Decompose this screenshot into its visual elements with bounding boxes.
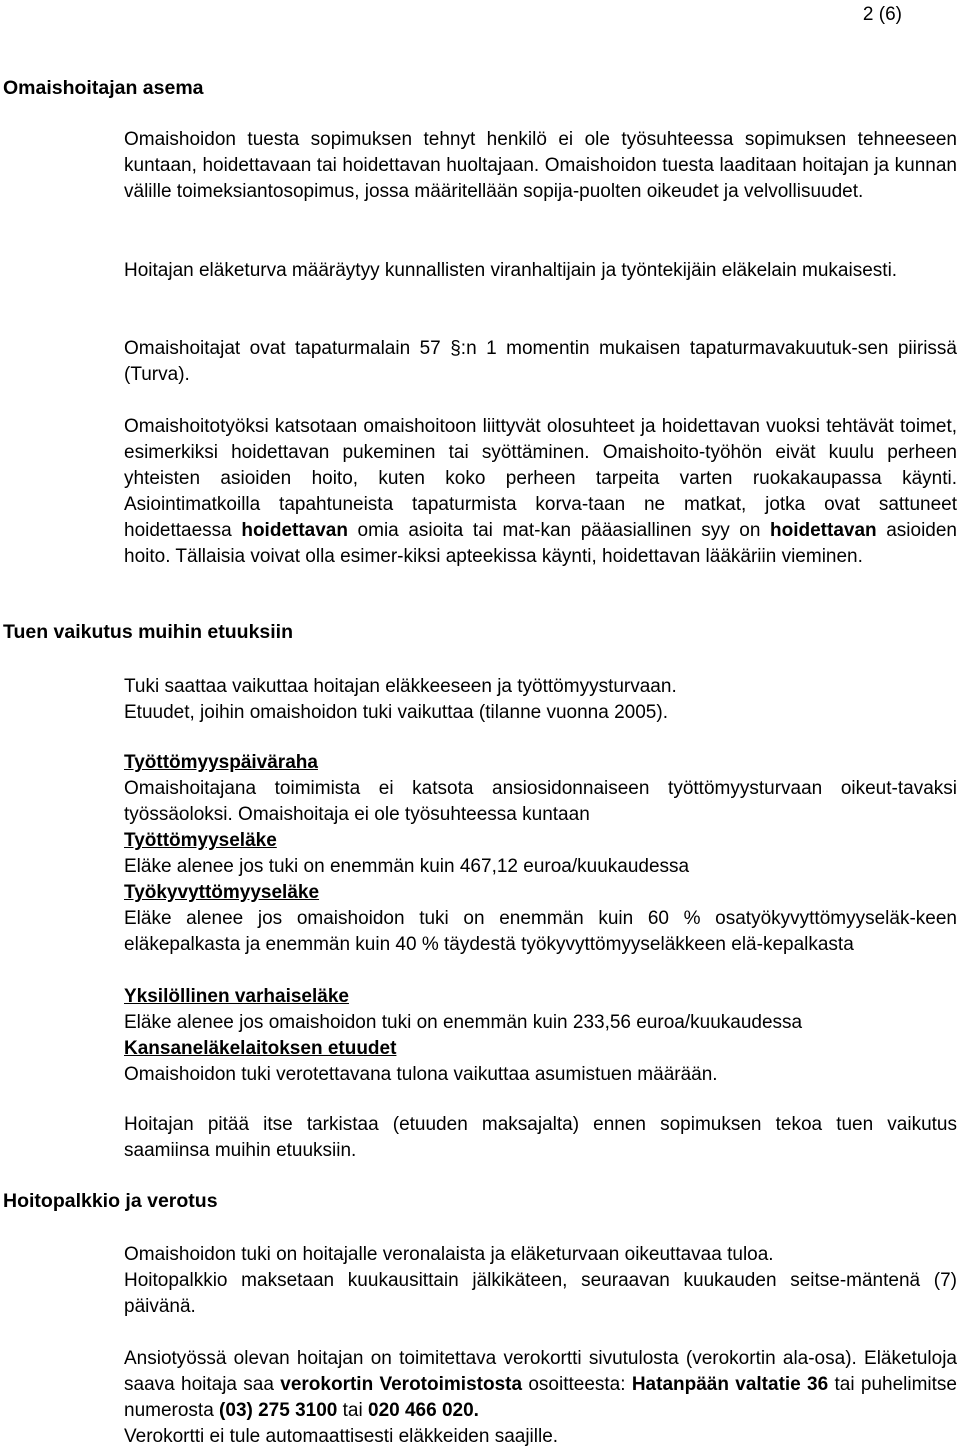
benefit-title: Työttömyyspäiväraha	[124, 752, 318, 773]
benefit-item-tyottomyyselake: Työttömyyseläke Eläke alenee jos tuki on enemmän kuin 467,12 euroa/kuukaudessa	[124, 830, 690, 877]
benefit-title: Työttömyyseläke	[124, 830, 277, 851]
heading-tuen-vaikutus: Tuen vaikutus muihin etuuksiin	[3, 621, 294, 643]
phone-number-1: (03) 275 3100	[219, 1400, 338, 1421]
page-number: 2 (6)	[862, 4, 902, 25]
benefit-item-tyokyvyttomyyselake: Työkyvyttömyyseläke Eläke alenee jos omaishoidon tuki on enemmän kuin 60 % osatyökyvyttömyyseläk-keen eläkepalkasta ja enemmän kuin 40 % täydestä työkyvyttömyyseläkkeen elä-kepalkasta	[124, 882, 957, 955]
paragraph-sopimus: Omaishoidon tuesta sopimuksen tehnyt henkilö ei ole työsuhteessa sopimuksen tehneeseen kuntaan, hoidettavaan tai hoidettavan huoltajaan. Omaishoidon tuesta laaditaan hoitajan ja kunnan välille toimeksiantosopimus, jossa määritellään sopija-puolten oikeudet ja velvollisuudet.	[124, 129, 957, 202]
paragraph-elaketurva: Hoitajan eläketurva määräytyy kunnallisten viranhaltijain ja työntekijäin eläkelain mukaisesti.	[124, 260, 898, 281]
benefit-title: Yksilöllinen varhaiseläke	[124, 986, 349, 1007]
benefit-item-varhaiselake: Yksilöllinen varhaiseläke Eläke alenee jos omaishoidon tuki on enemmän kuin 233,56 euroa/kuukaudessa	[124, 986, 803, 1033]
paragraph-veronalaista: Omaishoidon tuki on hoitajalle veronalaista ja eläketurvaan oikeuttavaa tuloa. Hoitopalkkio maksetaan kuukausittain jälkikäteen, seuraavan kuukauden seitse-mäntenä (7) päivänä.	[124, 1244, 957, 1317]
benefit-item-kansanelakelaitos: Kansaneläkelaitoksen etuudet Omaishoidon tuki verotettavana tulona vaikuttaa asumistuen määrään.	[124, 1038, 718, 1085]
paragraph-tarkistaa: Hoitajan pitää itse tarkistaa (etuuden maksajalta) ennen sopimuksen tekoa tuen vaikutus saamiinsa muihin etuuksiin.	[124, 1114, 957, 1161]
heading-omaishoitajan-asema: Omaishoitajan asema	[3, 77, 204, 99]
bold-hoidettavan: hoidettavan	[241, 520, 348, 541]
benefit-title: Työkyvyttömyyseläke	[124, 882, 320, 903]
paragraph-verokortti: Ansiotyössä olevan hoitajan on toimitettava verokortti sivutulosta (verokortin ala-osa). Eläketuloja saava hoitaja saa verokortin Verotoimistosta osoitteesta: Hatanpään valtatie 36 tai puhelimitse numerosta (03) 275 3100 tai 020 466 020. Verokortti ei tule automaattisesti eläkkeiden saajille.	[124, 1348, 957, 1447]
benefit-title: Kansaneläkelaitoksen etuudet	[124, 1038, 397, 1059]
heading-hoitopalkkio-verotus: Hoitopalkkio ja verotus	[3, 1190, 218, 1212]
paragraph-tuki-vaikuttaa: Tuki saattaa vaikuttaa hoitajan eläkkeeseen ja työttömyysturvaan. Etuudet, joihin omaishoidon tuki vaikuttaa (tilanne vuonna 2005).	[124, 676, 677, 723]
benefit-item-tyottomyyspaivaraha: Työttömyyspäiväraha Omaishoitajana toimimista ei katsota ansiosidonnaiseen työttömyysturvaan oikeut-tavaksi työssäoloksi. Omaishoitaja ei ole työsuhteessa kuntaan	[124, 752, 957, 825]
paragraph-tapaturmalaki: Omaishoitajat ovat tapaturmalain 57 §:n 1 momentin mukaisen tapaturmavakuutuk-sen piirissä (Turva).	[124, 338, 957, 385]
bold-hoidettavan-2: hoidettavan	[770, 520, 877, 541]
address: Hatanpään valtatie 36	[631, 1374, 829, 1395]
paragraph-omaishoitotyo: Omaishoitotyöksi katsotaan omaishoitoon liittyvät olosuhteet ja hoidettavan vuoksi tehtävät toimet, esimerkiksi hoidettavan pukeminen tai syöttäminen. Omaishoito-työhön eivät kuulu perheen yhteisten asioiden hoito, kuten koko perheen tarpeita varten ruokakaupassa käynti. Asiointimatkoilla tapahtuneista tapaturmista korva-taan ne matkat, jotka ovat sattuneet hoidettaessa hoidettavan omia asioita tai mat-kan pääasiallinen syy on hoidettavan asioiden hoito. Tällaisia voivat olla esimer-kiksi apteekissa käynti, hoidettavan lääkäriin vieminen.	[124, 416, 958, 567]
phone-number-2: 020 466 020.	[368, 1400, 479, 1421]
